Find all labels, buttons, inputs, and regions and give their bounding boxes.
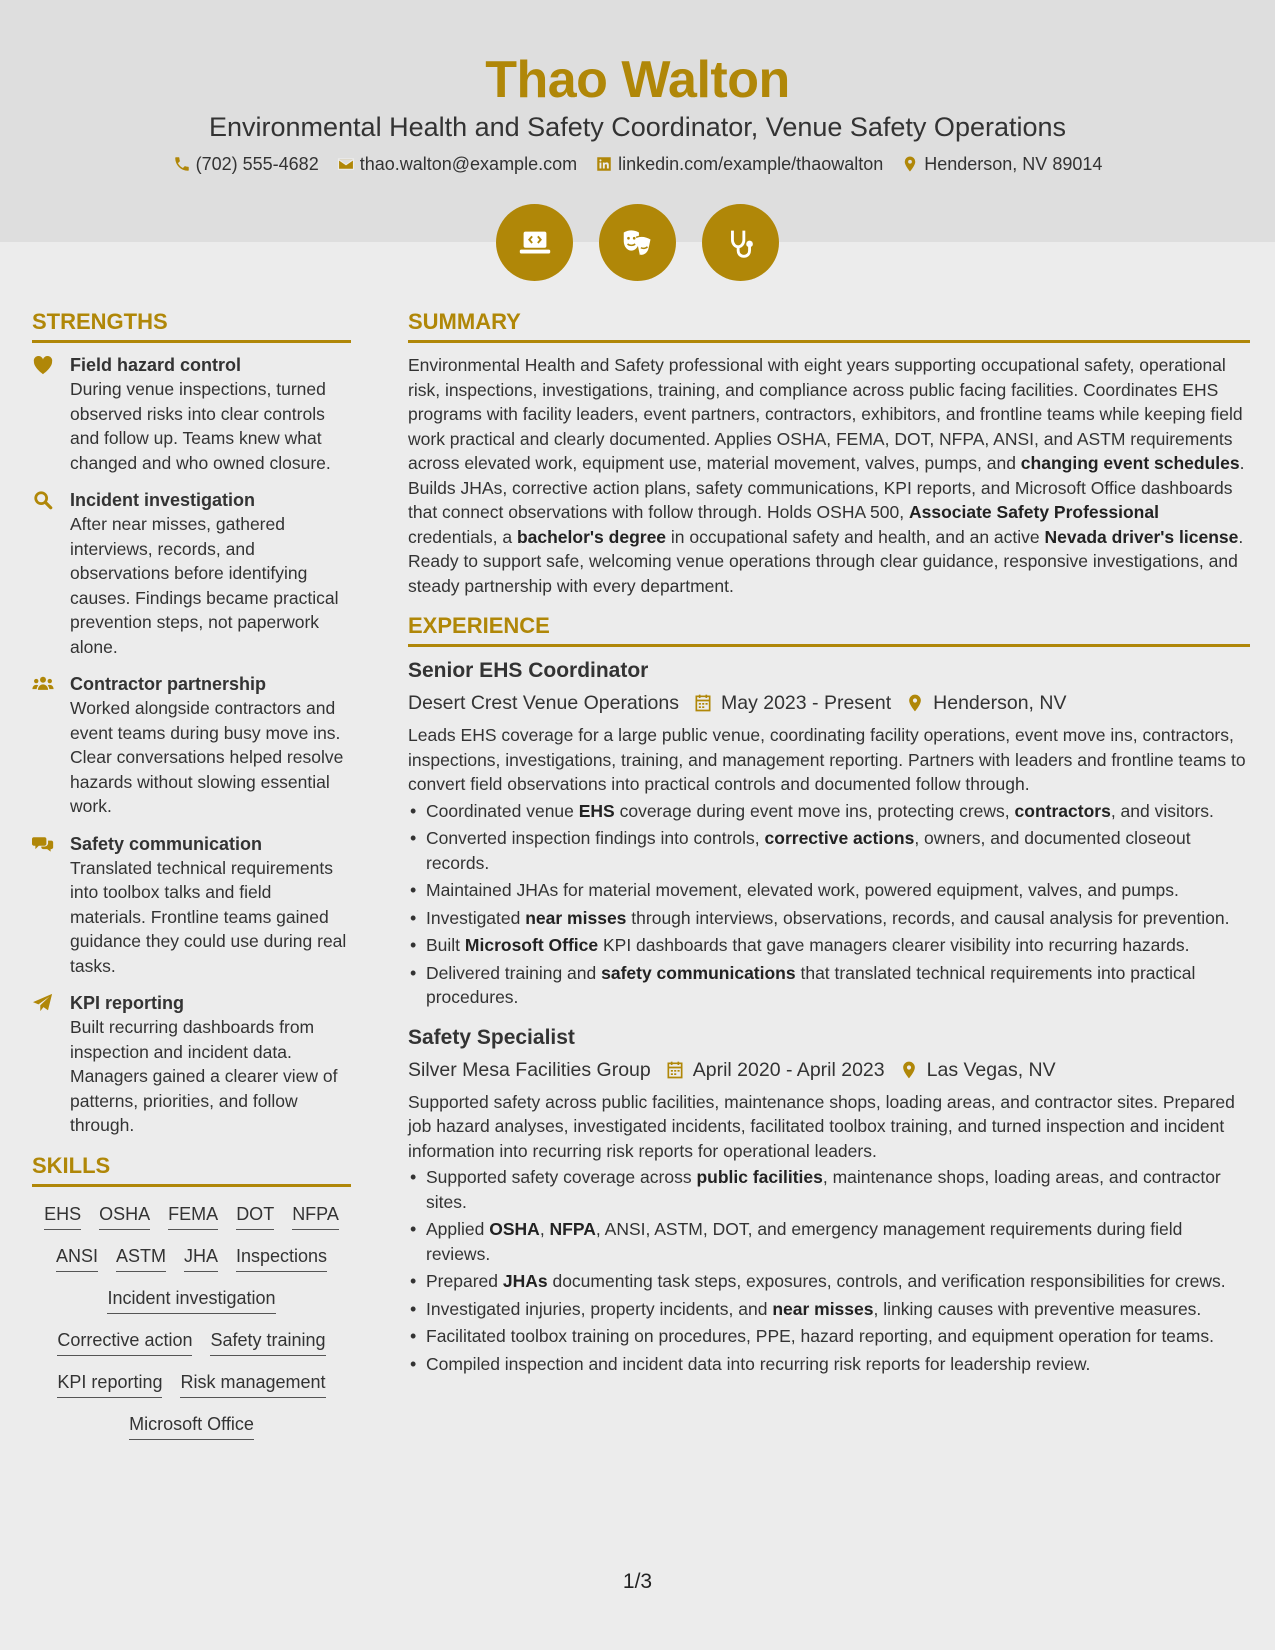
skill-tag: KPI reporting	[57, 1369, 162, 1398]
bullet-text: Delivered training and	[426, 962, 602, 983]
skill-tag: Safety training	[210, 1327, 325, 1356]
bullet-text: Supported safety coverage across	[426, 1167, 697, 1187]
bullet-text: KPI dashboards that gave managers clearer visibility into recurring hazards.	[598, 935, 1190, 955]
job-bullets	[408, 799, 1250, 1010]
strength-item	[32, 991, 351, 1138]
bullet-item	[408, 1217, 1250, 1266]
bullet-text: that translated technical requirements into practical procedures.	[426, 962, 1196, 1007]
paper-plane-icon	[32, 991, 70, 1138]
job-entry	[408, 657, 1250, 1010]
skill-tag: ASTM	[116, 1243, 166, 1272]
strength-desc: During venue inspections, turned observed risks into clear controls and follow up. Teams knew what changed and who owned closure.	[70, 379, 331, 473]
bullet-text: coverage during event move ins, protecting crews,	[614, 800, 1015, 821]
strength-item	[32, 672, 351, 819]
bullet-item	[408, 1352, 1250, 1377]
job-meta	[408, 1056, 1250, 1084]
bullet-item	[408, 826, 1250, 875]
bullet-item	[408, 961, 1250, 1010]
bullet-bold: safety communications	[601, 962, 796, 983]
bullet-bold: near misses	[525, 907, 627, 928]
job-dates: April 2020 - April 2023	[692, 1058, 885, 1081]
summary-bold: changing event schedules	[1020, 453, 1240, 473]
email-icon	[337, 155, 355, 173]
theater-masks-icon	[599, 204, 676, 281]
contact-text: (702) 555-4682	[195, 154, 319, 174]
location-icon	[901, 155, 919, 173]
bullet-item	[408, 1165, 1250, 1214]
skill-row	[32, 1243, 351, 1272]
job-title: Safety Specialist	[408, 1025, 575, 1049]
job-company: Desert Crest Venue Operations	[408, 692, 679, 714]
summary-heading: SUMMARY	[408, 308, 1250, 343]
bullet-text: ,	[539, 1219, 550, 1239]
skill-tag: FEMA	[168, 1201, 218, 1230]
job-list	[408, 657, 1250, 1376]
summary-text	[408, 353, 1250, 598]
bullet-bold: NFPA	[549, 1219, 596, 1239]
location-icon	[899, 1060, 919, 1080]
strengths-heading: STRENGTHS	[32, 308, 351, 343]
bullet-bold: EHS	[578, 800, 615, 821]
bullet-text: through interviews, observations, records, and causal analysis for prevention.	[626, 907, 1230, 928]
bullet-text: Maintained JHAs for material movement, elevated work, powered equipment, valves, and pumps.	[426, 880, 1179, 900]
job-description: Leads EHS coverage for a large public venue, coordinating facility operations, event move ins, contractors, inspections, investigations, training, and management reporting. Partners with leaders and frontline teams to convert field observations into practical controls and documented follow through.	[408, 725, 1246, 794]
job-location: Las Vegas, NV	[926, 1058, 1056, 1081]
strength-title: Incident investigation	[70, 490, 256, 510]
skill-row	[32, 1285, 351, 1314]
job-company: Silver Mesa Facilities Group	[408, 1058, 651, 1081]
interest-badges	[0, 204, 1275, 281]
bullet-text: , maintenance shops, loading areas, and contractor sites.	[426, 1167, 1221, 1212]
strength-desc: Worked alongside contractors and event teams during busy move ins. Clear conversations helped resolve hazards without slowing essential work.	[70, 698, 344, 816]
strength-title: Field hazard control	[70, 355, 242, 375]
bullet-bold: corrective actions	[764, 828, 915, 848]
skill-tag: Corrective action	[57, 1327, 192, 1356]
bullet-text: Investigated	[426, 907, 526, 928]
bullet-item	[408, 1324, 1250, 1349]
contact-text: Henderson, NV 89014	[924, 154, 1103, 174]
skill-row	[32, 1411, 351, 1440]
job-title: Senior EHS Coordinator	[408, 659, 649, 682]
bullet-bold: contractors	[1014, 800, 1111, 821]
strength-desc: Translated technical requirements into toolbox talks and field materials. Frontline teams gained guidance they could use during real tasks.	[70, 857, 347, 976]
right-column	[408, 308, 1250, 1390]
bullet-text: , owners, and documented closeout records.	[426, 828, 1191, 873]
bullet-item	[408, 906, 1250, 931]
summary-bold: Associate Safety Professional	[908, 502, 1159, 522]
bullet-text: Facilitated toolbox training on procedures, PPE, hazard reporting, and equipment operation for teams.	[426, 1326, 1214, 1346]
job-bullets	[408, 1165, 1250, 1376]
heart-icon	[32, 353, 70, 475]
bullet-text: Applied	[426, 1219, 490, 1239]
bullet-text: , ANSI, ASTM, DOT, and emergency management requirements during field reviews.	[426, 1219, 1183, 1264]
location-icon	[905, 693, 925, 713]
left-column	[32, 308, 351, 1453]
skill-tag: Inspections	[236, 1243, 327, 1272]
linkedin-icon	[595, 155, 613, 173]
skill-tag: Risk management	[180, 1369, 325, 1398]
strength-title: KPI reporting	[70, 993, 185, 1013]
bullet-item	[408, 933, 1250, 958]
skill-tag: Microsoft Office	[129, 1411, 254, 1440]
skill-row	[32, 1369, 351, 1398]
skill-tag: EHS	[44, 1201, 81, 1230]
bullet-text: , and visitors.	[1110, 800, 1214, 821]
job-entry	[408, 1024, 1250, 1377]
bullet-bold: JHAs	[502, 1271, 548, 1291]
strength-title: Contractor partnership	[70, 674, 267, 694]
bullet-item	[408, 1297, 1250, 1322]
strength-desc: Built recurring dashboards from inspection and incident data. Managers gained a clearer view of patterns, priorities, and follow through.	[70, 1017, 338, 1135]
summary-segment: credentials, a	[408, 526, 517, 547]
comments-icon	[32, 832, 70, 979]
laptop-code-icon	[496, 204, 573, 281]
calendar-icon	[693, 693, 713, 713]
contact-text: thao.walton@example.com	[359, 154, 578, 174]
skills-heading: SKILLS	[32, 1152, 351, 1187]
summary-segment: . Builds JHAs, corrective action plans, safety communications, KPI reports, and Microsoft Office dashboards that connect observations with follow through. Holds OSHA 500,	[408, 453, 1245, 522]
bullet-text: Converted inspection findings into controls,	[426, 828, 765, 848]
strength-item	[32, 832, 351, 979]
contact-bar	[0, 152, 1275, 176]
bullet-text: Compiled inspection and incident data into recurring risk reports for leadership review.	[426, 1353, 1091, 1374]
skill-tag: JHA	[184, 1243, 218, 1272]
job-dates: May 2023 - Present	[720, 692, 892, 714]
strength-title: Safety communication	[70, 833, 263, 854]
skill-row	[32, 1327, 351, 1356]
phone-icon	[173, 155, 191, 173]
bullet-item	[408, 1269, 1250, 1294]
skill-tag: OSHA	[99, 1201, 150, 1230]
contact-text: linkedin.com/example/thaowalton	[618, 154, 884, 174]
skill-row	[32, 1201, 351, 1230]
bullet-text: , linking causes with preventive measures.	[873, 1298, 1202, 1319]
bullet-bold: near misses	[772, 1298, 874, 1319]
stethoscope-icon	[702, 204, 779, 281]
bullet-item	[408, 799, 1250, 824]
skill-tag: NFPA	[292, 1201, 339, 1230]
skill-tag: Incident investigation	[107, 1285, 275, 1314]
summary-segment: . Ready to support safe, welcoming venue operations through clear guidance, responsive investigations, and steady partnership with every department.	[408, 526, 1244, 596]
bullet-bold: Microsoft Office	[464, 935, 599, 955]
strength-item	[32, 488, 351, 659]
bullet-item	[408, 878, 1250, 903]
job-meta	[408, 689, 1250, 717]
contact-linkedin[interactable]	[595, 152, 883, 176]
experience-heading: EXPERIENCE	[408, 612, 1250, 647]
bullet-bold: public facilities	[696, 1167, 823, 1187]
bullet-text: documenting task steps, exposures, controls, and verification responsibilities for crews.	[547, 1271, 1226, 1291]
search-icon	[32, 488, 70, 659]
skills-section	[32, 1152, 351, 1440]
calendar-icon	[665, 1060, 685, 1080]
bullet-bold: OSHA	[489, 1219, 540, 1239]
skill-tag: ANSI	[56, 1243, 98, 1272]
contact-location	[901, 152, 1102, 176]
summary-segment: Environmental Health and Safety professional with eight years supporting occupational safety, operational risk, inspections, investigations, training, and compliance across public facing facilities. Coordinates EHS programs with facility leaders, event partners, contractors, exhibitors, and frontline teams while keeping field work practical and clearly documented. Applies OSHA, FEMA, DOT, NFPA, ANSI, and ASTM requirements across elevated work, equipment use, material movement, valves, pumps, and	[408, 355, 1243, 473]
bullet-text: Prepared	[426, 1271, 503, 1291]
job-location: Henderson, NV	[933, 692, 1067, 714]
users-icon	[32, 672, 70, 819]
strength-desc: After near misses, gathered interviews, records, and observations before identifying causes. Findings became practical prevention steps, not paperwork alone.	[70, 514, 339, 657]
page-number: 1/3	[622, 1570, 653, 1593]
contact-phone[interactable]	[173, 152, 319, 176]
strength-item	[32, 353, 351, 475]
candidate-title: Environmental Health and Safety Coordinator, Venue Safety Operations	[208, 112, 1067, 142]
job-description: Supported safety across public facilities, maintenance shops, loading areas, and contractor sites. Prepared job hazard analyses, investigated incidents, facilitated toolbox training, and turned inspection and incident information into recurring risk reports for operational leaders.	[408, 1091, 1235, 1161]
summary-bold: Nevada driver's license	[1044, 526, 1239, 547]
summary-bold: bachelor's degree	[516, 526, 667, 547]
candidate-name: Thao Walton	[485, 51, 790, 109]
contact-email[interactable]	[337, 152, 577, 176]
bullet-text: Coordinated venue	[426, 800, 579, 821]
bullet-text: Investigated injuries, property incidents, and	[426, 1298, 773, 1319]
bullet-text: Built	[426, 935, 465, 955]
skill-tag: DOT	[236, 1201, 274, 1230]
summary-segment: in occupational safety and health, and an active	[666, 526, 1045, 547]
